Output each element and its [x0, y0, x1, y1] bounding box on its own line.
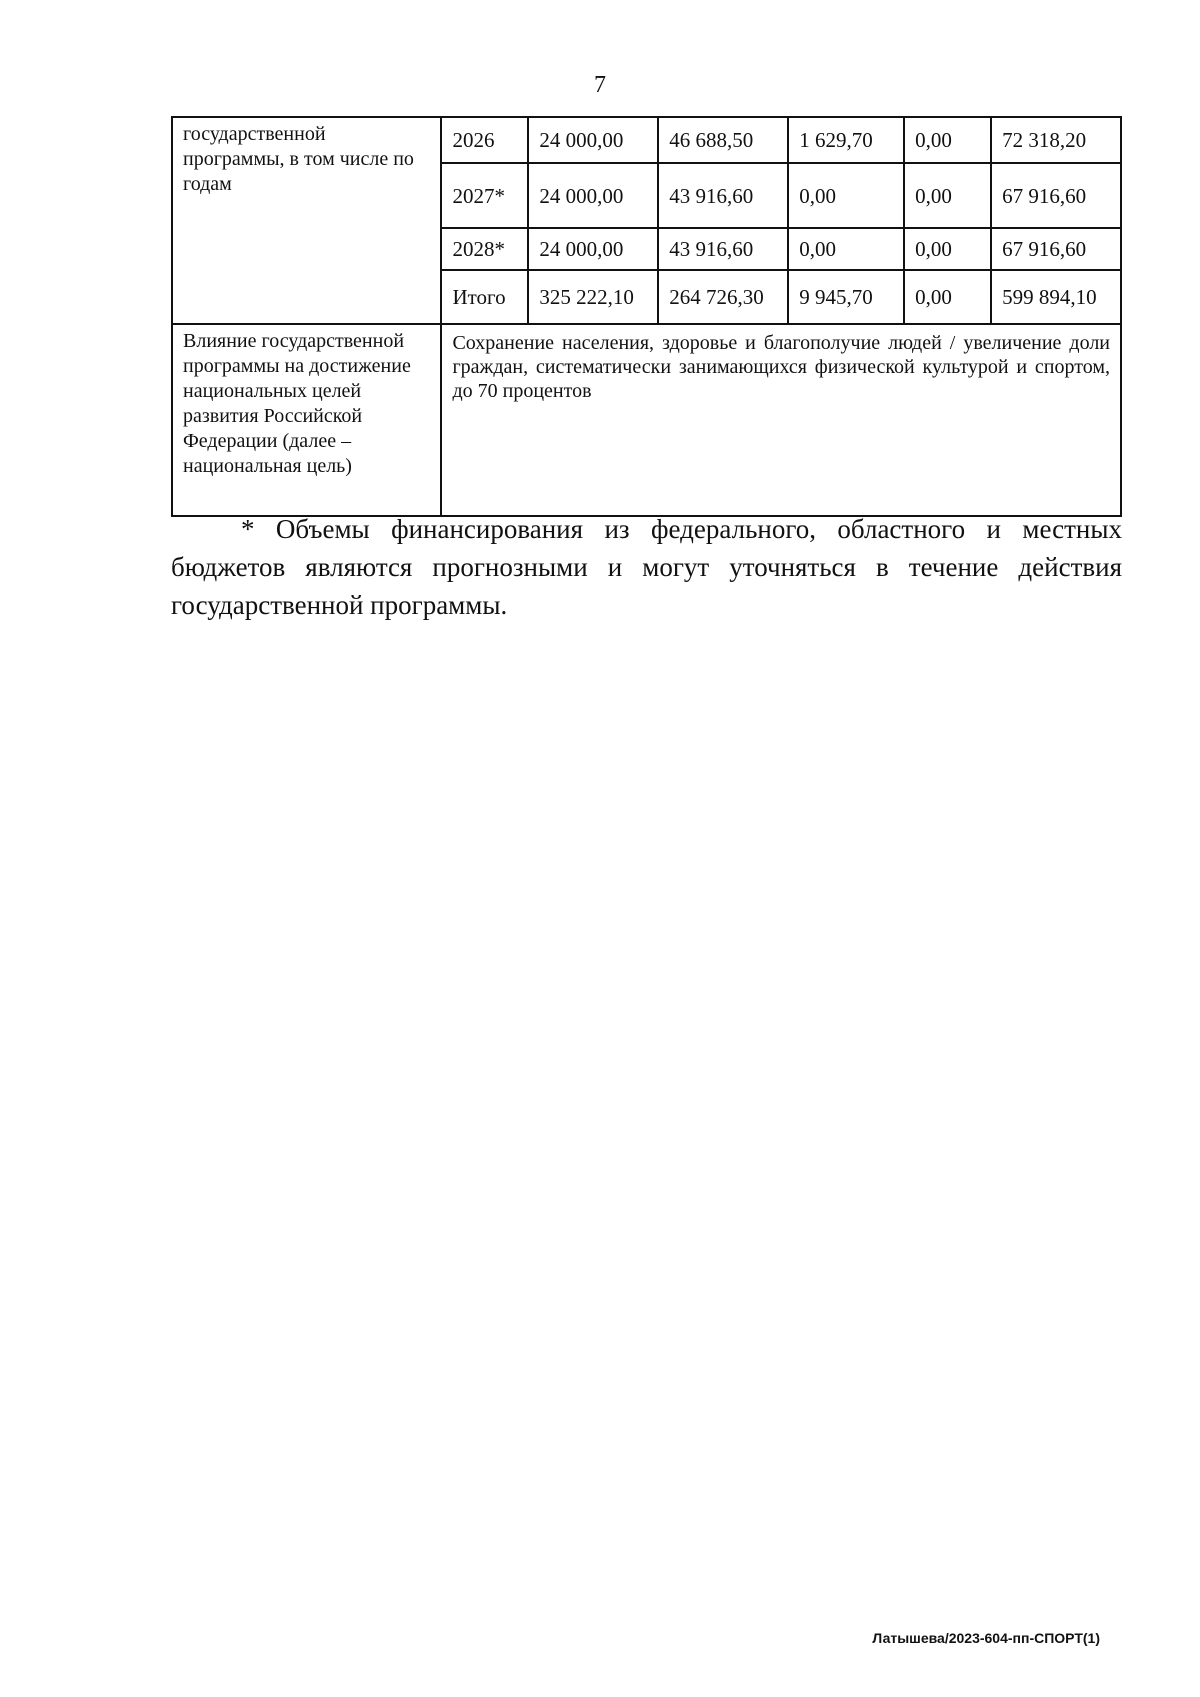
total-value-cell: 599 894,10: [991, 270, 1121, 324]
other-value-cell: 0,00: [904, 117, 991, 163]
impact-text-cell: Сохранение населения, здоровье и благополучие людей / увеличение доли граждан, систематически занимающихся физической культурой и спортом, до 70 процентов: [441, 324, 1121, 516]
year-cell: Итого: [441, 270, 528, 324]
impact-label-cell: Влияние государственной программы на достижение национальных целей развития Российской Федерации (далее – национальная цель): [172, 324, 441, 516]
page-number: 7: [594, 72, 606, 98]
regional-value-cell: 43 916,60: [658, 228, 788, 270]
other-value-cell: 0,00: [904, 270, 991, 324]
funding-table: [171, 116, 1122, 517]
federal-value-cell: 325 222,10: [528, 270, 658, 324]
local-value-cell: 0,00: [788, 163, 904, 228]
other-value-cell: 0,00: [904, 228, 991, 270]
regional-value-cell: 46 688,50: [658, 117, 788, 163]
table-row-impact: [172, 324, 1121, 516]
program-label-cell: государственной программы, в том числе по годам: [172, 117, 441, 324]
footnote: * Объемы финансирования из федерального, областного и местных бюджетов являются прогнозными и могут уточняться в течение действия государственной программы.: [171, 514, 1122, 620]
local-value-cell: 0,00: [788, 228, 904, 270]
federal-value-cell: 24 000,00: [528, 163, 658, 228]
regional-value-cell: 264 726,30: [658, 270, 788, 324]
federal-value-cell: 24 000,00: [528, 117, 658, 163]
other-value-cell: 0,00: [904, 163, 991, 228]
total-value-cell: 67 916,60: [991, 163, 1121, 228]
total-value-cell: 67 916,60: [991, 228, 1121, 270]
table-row: [172, 117, 1121, 163]
total-value-cell: 72 318,20: [991, 117, 1121, 163]
year-cell: 2028*: [441, 228, 528, 270]
local-value-cell: 9 945,70: [788, 270, 904, 324]
document-code: Латышева/2023-604-пп-СПОРТ(1): [872, 1630, 1100, 1646]
year-cell: 2026: [441, 117, 528, 163]
federal-value-cell: 24 000,00: [528, 228, 658, 270]
regional-value-cell: 43 916,60: [658, 163, 788, 228]
local-value-cell: 1 629,70: [788, 117, 904, 163]
year-cell: 2027*: [441, 163, 528, 228]
